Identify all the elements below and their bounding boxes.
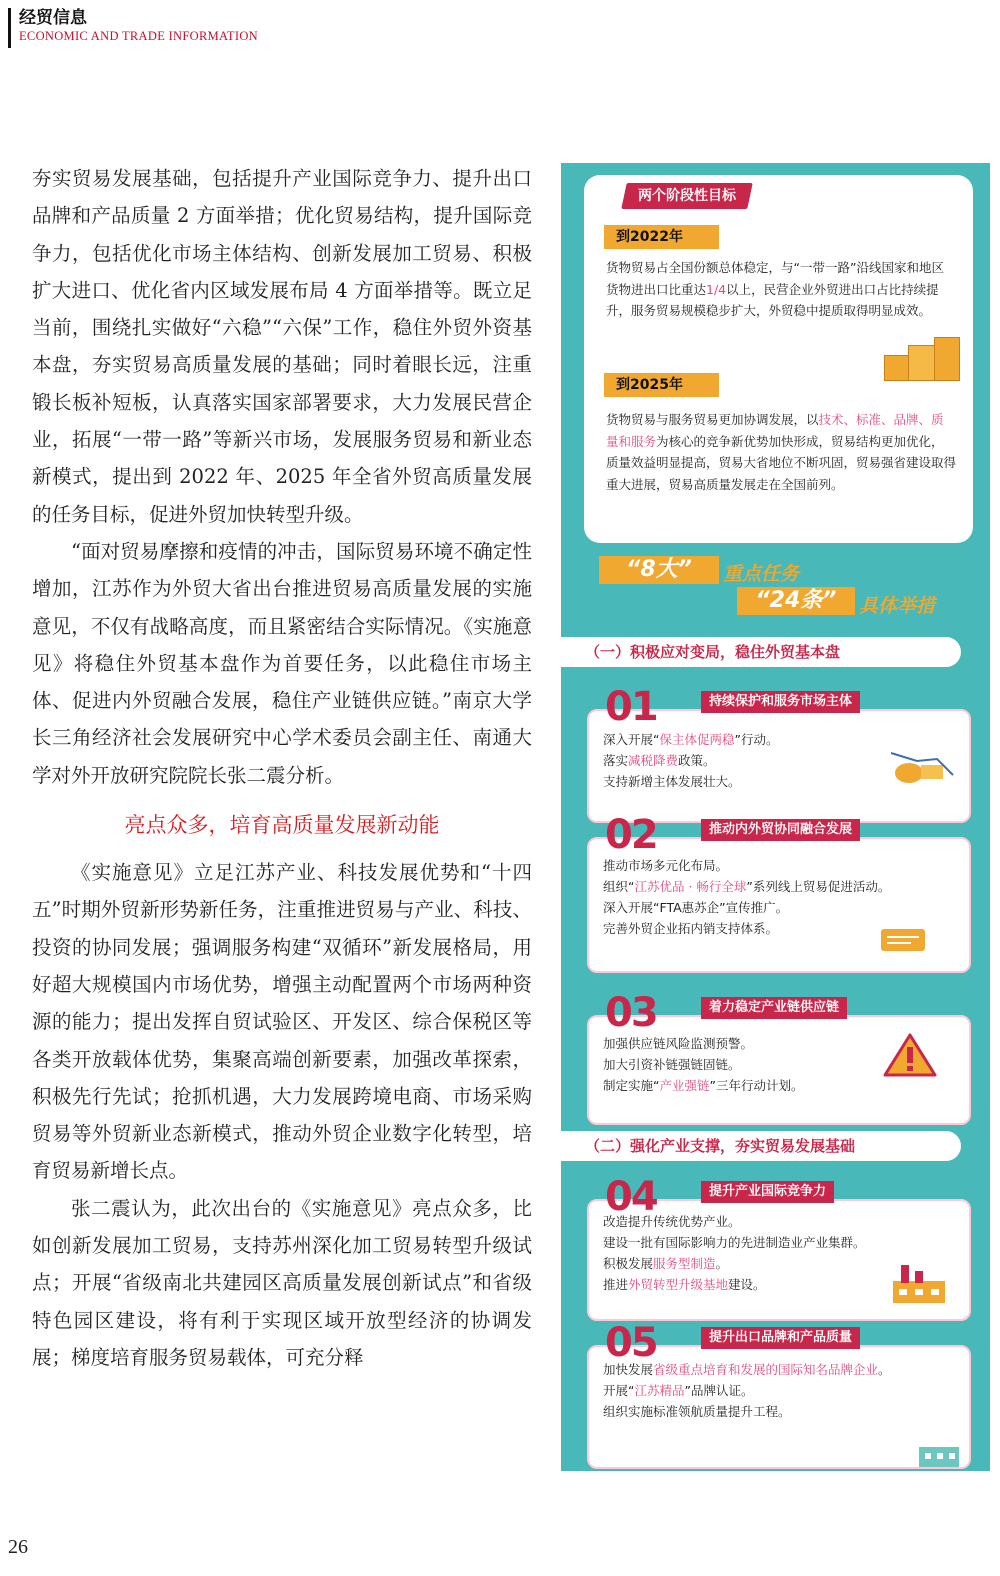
magazine-header — [8, 8, 258, 48]
eight-tasks-badge: “8大” — [599, 556, 719, 584]
article-paragraph: 《实施意见》立足江苏产业、科技发展优势和“十四五”时期外贸新形势新任务，注重推进贸易与产业、科技、投资的协同发展；强调服务构建“双循环”新发展格局，用好超大规模国内市场优势，增强主动配置两个市场两种资源的能力；提出发挥自贸试验区、开发区、综合保税区等各类开放载体优势，集聚高端创新要素，加强改革探索，积极先行先试；抢抓机遇，大力发展跨境电商、市场采购贸易等外贸新业态新模式，推动外贸企业数字化转型，培育贸易新增长点。 — [32, 861, 532, 1183]
chat-bubble-icon — [879, 927, 929, 957]
task-line: 推进外贸转型升级基地建设。 — [603, 1277, 766, 1292]
header-subtitle: ECONOMIC AND TRADE INFORMATION — [19, 29, 258, 43]
task-line: 支持新增主体发展壮大。 — [603, 774, 741, 789]
task-number: 01 — [605, 684, 657, 730]
task-line: 完善外贸企业拓内销支持体系。 — [603, 921, 779, 936]
task-line: 加强供应链风险监测预警。 — [603, 1036, 754, 1051]
task-line: 加快发展省级重点培育和发展的国际知名品牌企业。 — [603, 1362, 891, 1377]
task-line: 开展“江苏精品”品牌认证。 — [603, 1383, 754, 1398]
task-line: 深入开展“FTA惠苏企”宣传推广。 — [603, 900, 789, 915]
task-line: 积极发展服务型制造。 — [603, 1256, 729, 1271]
section-bar-2: （二）强化产业支撑，夯实贸易发展基础 — [561, 1131, 961, 1161]
article-paragraph: “面对贸易摩擦和疫情的冲击，国际贸易环境不确定性增加，江苏作为外贸大省出台推进贸易高质量发展的实施意见，不仅有战略高度，而且紧密结合实际情况。《实施意见》将稳住外贸基本盘作为首要任务，以此稳住市场主体、促进内外贸融合发展，稳住产业链供应链。”南京大学长三角经济社会发展研究中心学术委员会副主任、南通大学对外开放研究院院长张二震分析。 — [32, 539, 532, 787]
twentyfour-measures-label: 具体举措 — [859, 595, 936, 617]
article-paragraph: 张二震认为，此次出台的《实施意见》亮点众多，比如创新发展加工贸易，支持苏州深化加工贸易转型升级试点；开展“省级南北共建园区高质量发展创新试点”和省级特色园区建设，将有利于实现区域开放型经济的协调发展；梯度培育服务贸易载体，可充分释 — [32, 1196, 532, 1369]
goals-card — [584, 175, 973, 543]
task-line: 落实减税降费政策。 — [603, 753, 716, 768]
article-body — [32, 160, 532, 1376]
warning-icon — [883, 1031, 937, 1079]
task-title: 推动内外贸协同融合发展 — [701, 819, 860, 841]
task-title: 提升出口品牌和产品质量 — [701, 1327, 860, 1349]
task-number: 05 — [605, 1320, 657, 1366]
section-heading: 亮点众多，培育高质量发展新动能 — [124, 813, 440, 838]
infographic — [561, 163, 990, 1471]
goal-2022-text: 货物贸易占全国份额总体稳定，与“一带一路”沿线国家和地区货物进出口比重达1/4以上，民营企业外贸进出口占比持续提升，服务贸易规模稳步扩大，外贸稳中提质取得明显成效。 — [606, 260, 944, 318]
coins-trend-icon — [887, 747, 957, 787]
task-number: 03 — [605, 990, 657, 1036]
task-line: 组织“江苏优品 · 畅行全球”系列线上贸易促进活动。 — [603, 879, 891, 894]
task-number: 02 — [605, 812, 657, 858]
article-paragraph: 夯实贸易发展基础，包括提升产业国际竞争力、提升出口品牌和产品质量 2 方面举措；优化贸易结构，提升国际竞争力，包括优化市场主体结构、创新发展加工贸易、积极扩大进口、优化省内区域发展布局 4 方面举措等。既立足当前，围绕扎实做好“六稳”“六保”工作，稳住外贸外资基本盘，夯实贸易高质量发展的基础；同时着眼长远，注重锻长板补短板，认真落实国家部署要求，大力发展民营企业，拓展“一带一路”等新兴市场，发展服务贸易和新业态新模式，提出到 2022 年、2025 年全省外贸高质量发展的任务目标，促进外贸加快转型升级。 — [32, 167, 532, 526]
task-number: 04 — [605, 1174, 657, 1220]
factory-icon — [887, 1261, 951, 1307]
twentyfour-measures-badge: “24条” — [737, 587, 855, 615]
goals-title: 两个阶段性目标 — [621, 183, 753, 209]
year-2025-tag: 到2025年 — [604, 373, 719, 397]
page-number: 26 — [8, 1536, 28, 1558]
task-title: 持续保护和服务市场主体 — [701, 691, 860, 713]
task-line: 深入开展“保主体促两稳”行动。 — [603, 732, 779, 747]
section-bar-1: （一）积极应对变局，稳住外贸基本盘 — [561, 637, 961, 667]
header-title: 经贸信息 — [19, 8, 87, 28]
task-line: 加大引资补链强链固链。 — [603, 1057, 741, 1072]
goal-2025-text: 货物贸易与服务贸易更加协调发展，以技术、标准、品牌、质量和服务为核心的竞争新优势加快形成，贸易结构更加优化，质量效益明显提高，贸易大省地位不断巩固，贸易强省建设取得重大进展，贸易高质量发展走在全国前列。 — [606, 412, 957, 492]
task-line: 推动市场多元化布局。 — [603, 858, 729, 873]
building-icon — [917, 1441, 961, 1467]
eight-tasks-label: 重点任务 — [723, 563, 800, 585]
task-title: 提升产业国际竞争力 — [701, 1181, 834, 1203]
year-2022-tag: 到2022年 — [604, 225, 719, 249]
task-line: 改造提升传统优势产业。 — [603, 1214, 741, 1229]
task-line: 组织实施标准领航质量提升工程。 — [603, 1404, 791, 1419]
boxes-icon — [884, 331, 960, 381]
task-line: 建设一批有国际影响力的先进制造业产业集群。 — [603, 1235, 866, 1250]
task-title: 着力稳定产业链供应链 — [701, 997, 847, 1019]
task-line: 制定实施“产业强链”三年行动计划。 — [603, 1078, 804, 1093]
